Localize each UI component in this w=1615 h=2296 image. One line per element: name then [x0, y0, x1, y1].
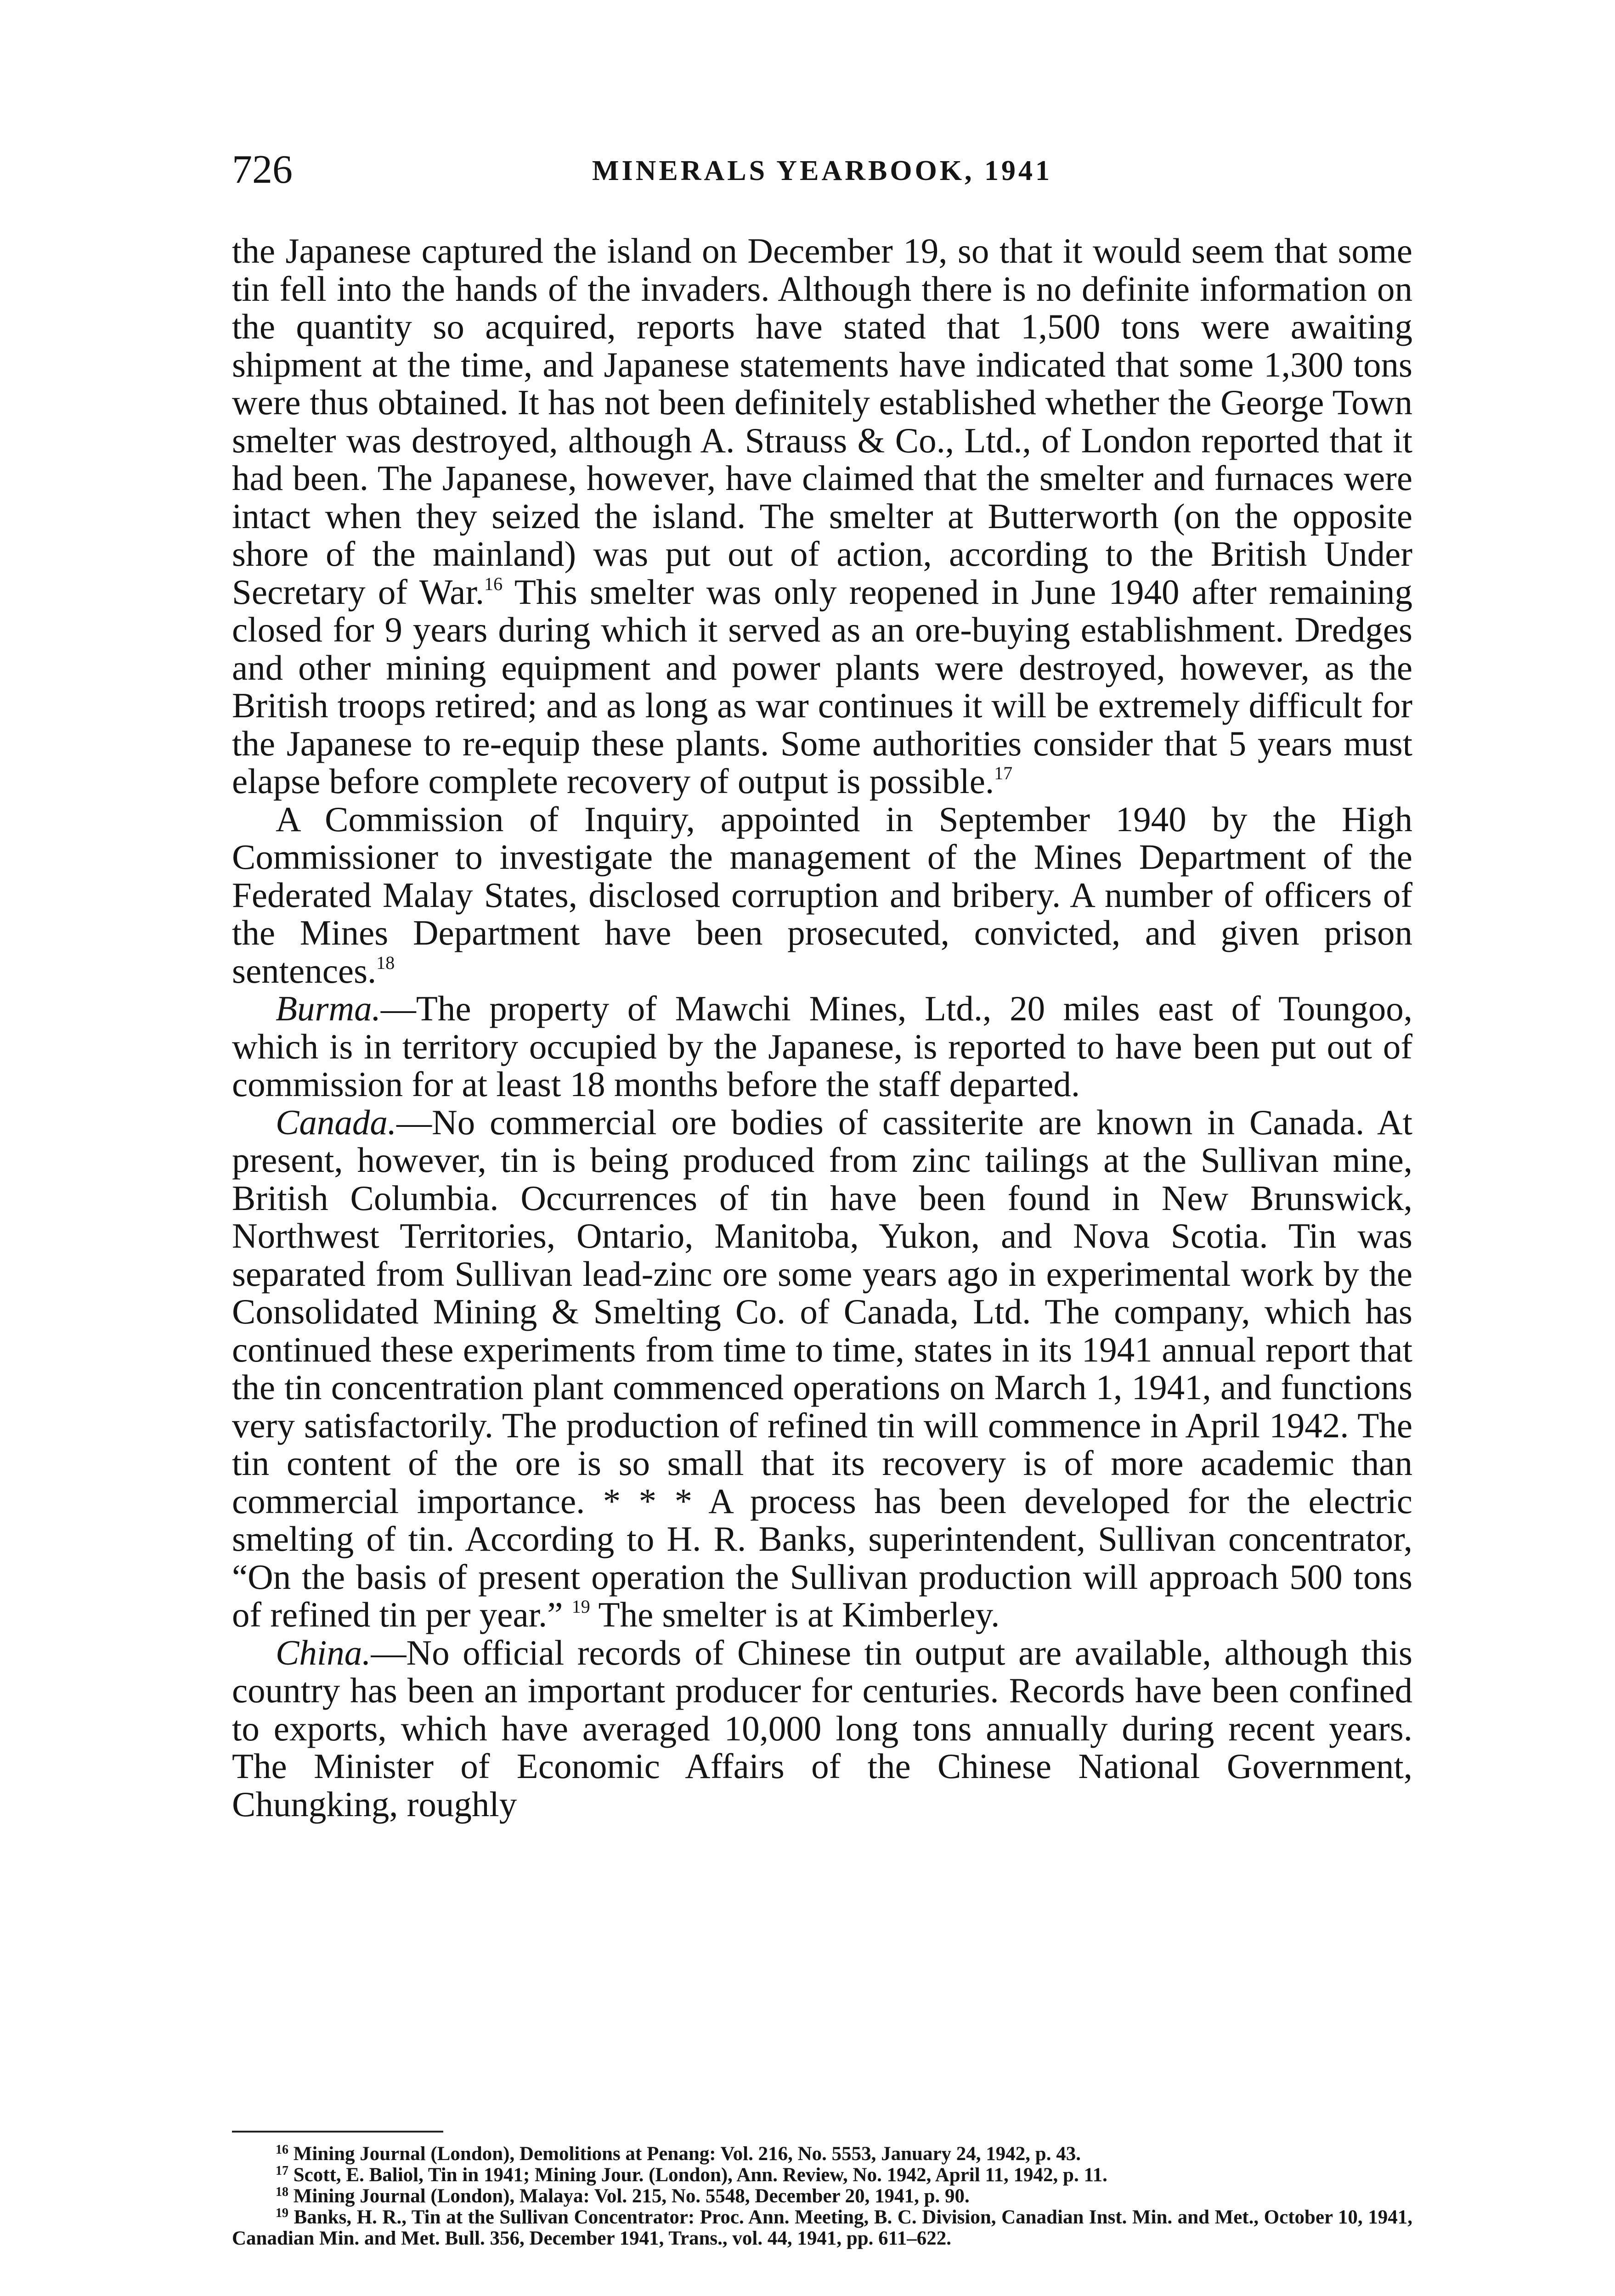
footnote-text: Mining Journal (London), Demolitions at Penang: Vol. 216, No. 5553, January 24, 1942, p. 43. [293, 2143, 1081, 2165]
footnote-18 [232, 2186, 1412, 2207]
paragraph-text: —No official records of Chinese tin output are available, although this country has been an important producer for centuries. Records have been confined to exports, which have averaged 10,000 long tons annually during recent years. The Minister of Economic Affairs of the Chinese National Government, Chungking, roughly [232, 1632, 1412, 1824]
footnote-mark: 18 [276, 2185, 288, 2199]
section-heading-burma: Burma. [276, 989, 381, 1028]
paragraph-text: —The property of Mawchi Mines, Ltd., 20 miles east of Toungoo, which is in territory occupied by the Japanese, is reported to have been put out of commission for at least 18 months before the staff departed. [232, 989, 1412, 1104]
paragraph-burma [232, 990, 1412, 1103]
body-text [232, 232, 1412, 1823]
page-number: 726 [232, 147, 293, 192]
footnote-text: Mining Journal (London), Malaya: Vol. 215, No. 5548, December 20, 1941, p. 90. [293, 2185, 970, 2207]
footnote-19 [232, 2207, 1412, 2249]
footnote-mark: 19 [276, 2206, 288, 2220]
footnote-mark: 17 [276, 2164, 288, 2178]
footnotes [232, 2144, 1412, 2249]
paragraph-china [232, 1634, 1412, 1823]
footnote-16 [232, 2144, 1412, 2165]
footnote-ref-19: 19 [571, 1596, 590, 1617]
paragraph-penang-continued [232, 232, 1412, 800]
footnote-text: Banks, H. R., Tin at the Sullivan Concentrator: Proc. Ann. Meeting, B. C. Division, Canadian Inst. Min. and Met., October 10, 1941, Canadian Min. and Met. Bull. 356, December 1941, Trans., vol. 44, 1941, pp. 611–622. [232, 2206, 1412, 2249]
paragraph-text: —No commercial ore bodies of cassiterite are known in Canada. At present, however, tin is being produced from zinc tailings at the Sullivan mine, British Columbia. Occurrences of tin have been found in New Brunswick, Northwest Territories, Ontario, Manitoba, Yukon, and Nova Scotia. Tin was separated from Sullivan lead-zinc ore some years ago in experimental work by the Consolidated Mining & Smelting Co. of Canada, Ltd. The company, which has continued these experiments from time to time, states in its 1941 annual report that the tin concentration plant commenced operations on March 1, 1941, and functions very satisfactorily. The production of refined tin will commence in April 1942. The tin content of the ore is so small that its recovery is of more academic than commercial importance. * * * A process has been developed for the electric smelting of tin. According to H. R. Banks, superintendent, Sullivan concentrator, “On the basis of present operation the Sullivan production will approach 500 tons of refined tin per year.” [232, 1102, 1412, 1634]
footnote-17 [232, 2165, 1412, 2186]
paragraph-commission-of-inquiry [232, 800, 1412, 990]
paragraph-text: This smelter was only reopened in June 1940 after remaining closed for 9 years during which it served as an ore-buying establishment. Dredges and other mining equipment and power plants were destroyed, however, as the British troops retired; and as long as war continues it will be extremely difficult for the Japanese to re-equip these plants. Some authorities consider that 5 years must elapse before complete recovery of output is possible. [232, 572, 1412, 801]
running-title: MINERALS YEARBOOK, 1941 [592, 155, 1053, 186]
footnote-ref-18: 18 [376, 952, 395, 973]
section-heading-canada: Canada. [276, 1102, 397, 1142]
footnote-ref-16: 16 [484, 573, 503, 594]
footnote-ref-17: 17 [994, 763, 1013, 783]
paragraph-canada [232, 1103, 1412, 1634]
paragraph-text: The smelter is at Kimberley. [590, 1595, 1000, 1634]
footnote-divider [232, 2131, 443, 2133]
page-header [232, 147, 1412, 202]
section-heading-china: China. [276, 1632, 371, 1672]
footnote-mark: 16 [276, 2143, 288, 2157]
paragraph-text: A Commission of Inquiry, appointed in September 1940 by the High Commissioner to investigate the management of the Mines Department of the Federated Malay States, disclosed corruption and bribery. A number of officers of the Mines Department have been prosecuted, convicted, and given prison sentences. [232, 799, 1412, 990]
footnote-text: Scott, E. Baliol, Tin in 1941; Mining Jour. (London), Ann. Review, No. 1942, April 11, 1942, p. 11. [293, 2164, 1107, 2186]
paragraph-text: the Japanese captured the island on December 19, so that it would seem that some tin fell into the hands of the invaders. Although there is no definite information on the quantity so acquired, reports have stated that 1,500 tons were awaiting shipment at the time, and Japanese statements have indicated that some 1,300 tons were thus obtained. It has not been definitely established whether the George Town smelter was destroyed, although A. Strauss & Co., Ltd., of London reported that it had been. The Japanese, however, have claimed that the smelter and furnaces were intact when they seized the island. The smelter at Butterworth (on the opposite shore of the mainland) was put out of action, according to the British Under Secretary of War. [232, 231, 1412, 612]
